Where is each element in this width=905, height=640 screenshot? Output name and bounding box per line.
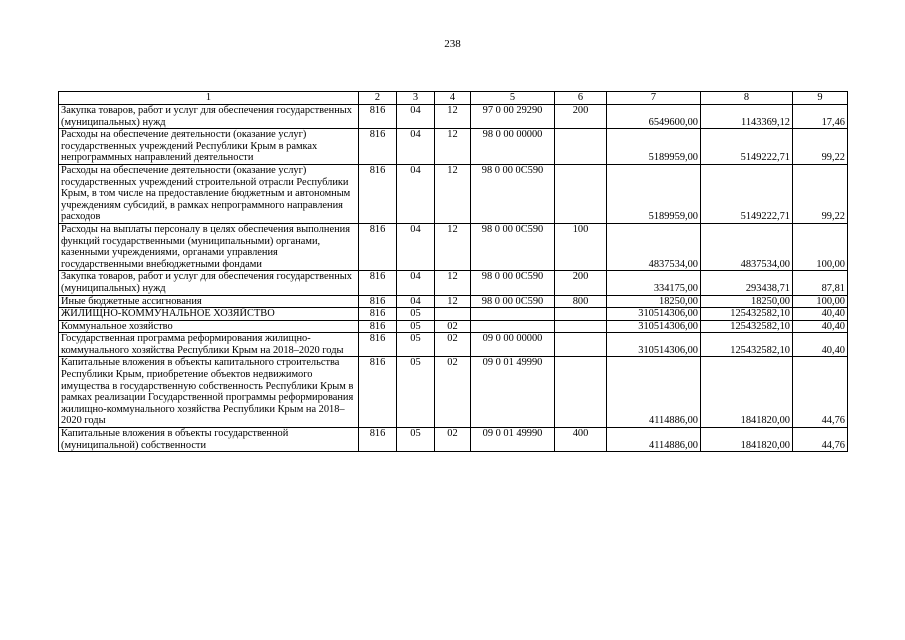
code-ministry: 816 [359,105,397,129]
code-section: 04 [397,105,435,129]
code-target: 09 0 00 00000 [471,333,555,357]
row-name: Государственная программа реформирования жилищно-коммунального хозяйства Республики Крым на 2018–2020 годы [59,333,359,357]
code-expense-type [555,308,607,321]
amount-executed: 4837534,00 [701,223,793,270]
row-name: Капитальные вложения в объекты государственной (муниципальной) собственности [59,428,359,452]
page-number: 238 [444,38,461,50]
amount-executed: 1143369,12 [701,105,793,129]
table-row [59,428,848,452]
code-subsection: 02 [435,428,471,452]
code-ministry: 816 [359,357,397,428]
code-target: 98 0 00 0С590 [471,271,555,295]
column-header: 8 [701,92,793,105]
percent-executed: 99,22 [793,164,848,223]
code-ministry: 816 [359,308,397,321]
amount-planned: 5189959,00 [607,164,701,223]
percent-executed: 100,00 [793,223,848,270]
code-ministry: 816 [359,164,397,223]
header-row [59,92,848,105]
amount-executed: 5149222,71 [701,164,793,223]
row-name: Иные бюджетные ассигнования [59,295,359,308]
code-ministry: 816 [359,129,397,165]
table-row [59,223,848,270]
row-name: Расходы на обеспечение деятельности (оказание услуг) государственных учреждений строительной отрасли Республики Крым, в том числе на предоставление бюджетным и автономным учреждениям субсидий, в рамках непрограммного направления расходов [59,164,359,223]
code-subsection: 12 [435,164,471,223]
code-target [471,308,555,321]
percent-executed: 100,00 [793,295,848,308]
code-section: 05 [397,357,435,428]
code-subsection: 02 [435,357,471,428]
code-subsection: 02 [435,320,471,333]
code-ministry: 816 [359,320,397,333]
code-expense-type: 400 [555,428,607,452]
code-target: 09 0 01 49990 [471,357,555,428]
percent-executed: 44,76 [793,428,848,452]
code-section: 05 [397,333,435,357]
row-name: Закупка товаров, работ и услуг для обеспечения государственных (муниципальных) нужд [59,271,359,295]
column-header: 5 [471,92,555,105]
row-name: Расходы на выплаты персоналу в целях обеспечения выполнения функций государственными (муниципальными) органами, казенными учреждениями, органами управления государственными внебюджетными фондами [59,223,359,270]
percent-executed: 17,46 [793,105,848,129]
code-target: 98 0 00 00000 [471,129,555,165]
column-header: 2 [359,92,397,105]
budget-table [58,91,848,452]
column-header: 1 [59,92,359,105]
amount-planned: 310514306,00 [607,320,701,333]
percent-executed: 44,76 [793,357,848,428]
column-header: 9 [793,92,848,105]
column-header: 6 [555,92,607,105]
code-subsection: 12 [435,271,471,295]
column-header: 3 [397,92,435,105]
code-expense-type: 200 [555,271,607,295]
code-expense-type [555,164,607,223]
code-section: 05 [397,320,435,333]
code-subsection [435,308,471,321]
amount-executed: 125432582,10 [701,333,793,357]
code-expense-type [555,129,607,165]
code-expense-type: 200 [555,105,607,129]
table-row [59,357,848,428]
row-name: Закупка товаров, работ и услуг для обеспечения государственных (муниципальных) нужд [59,105,359,129]
percent-executed: 40,40 [793,333,848,357]
table-row [59,320,848,333]
amount-planned: 4114886,00 [607,357,701,428]
code-expense-type: 800 [555,295,607,308]
table-row [59,164,848,223]
amount-planned: 310514306,00 [607,333,701,357]
code-subsection: 12 [435,129,471,165]
amount-planned: 4837534,00 [607,223,701,270]
code-section: 05 [397,308,435,321]
row-name: Коммунальное хозяйство [59,320,359,333]
percent-executed: 40,40 [793,308,848,321]
code-expense-type [555,357,607,428]
amount-executed: 293438,71 [701,271,793,295]
row-name: Капитальные вложения в объекты капитального строительства Республики Крым, приобретение объектов недвижимого имущества в государственную собственность Республики Крым в рамках реализации Государственной программы реформирования жилищно-коммунального хозяйства Республики Крым на 2018–2020 годы [59,357,359,428]
code-section: 04 [397,129,435,165]
amount-planned: 5189959,00 [607,129,701,165]
percent-executed: 99,22 [793,129,848,165]
table-row [59,271,848,295]
code-target: 09 0 01 49990 [471,428,555,452]
percent-executed: 87,81 [793,271,848,295]
code-target: 98 0 00 0С590 [471,295,555,308]
code-subsection: 12 [435,105,471,129]
code-subsection: 12 [435,223,471,270]
code-ministry: 816 [359,333,397,357]
code-section: 04 [397,295,435,308]
code-section: 04 [397,223,435,270]
amount-executed: 1841820,00 [701,428,793,452]
code-expense-type [555,320,607,333]
amount-executed: 18250,00 [701,295,793,308]
table-row [59,105,848,129]
column-header: 4 [435,92,471,105]
code-target: 97 0 00 29290 [471,105,555,129]
code-ministry: 816 [359,428,397,452]
table-row [59,308,848,321]
code-subsection: 12 [435,295,471,308]
code-expense-type [555,333,607,357]
code-ministry: 816 [359,271,397,295]
amount-planned: 310514306,00 [607,308,701,321]
table-row [59,129,848,165]
amount-planned: 6549600,00 [607,105,701,129]
table-row [59,333,848,357]
column-header: 7 [607,92,701,105]
amount-executed: 5149222,71 [701,129,793,165]
code-expense-type: 100 [555,223,607,270]
amount-planned: 4114886,00 [607,428,701,452]
code-section: 04 [397,271,435,295]
code-section: 05 [397,428,435,452]
amount-executed: 125432582,10 [701,320,793,333]
percent-executed: 40,40 [793,320,848,333]
amount-executed: 125432582,10 [701,308,793,321]
code-ministry: 816 [359,295,397,308]
row-name: ЖИЛИЩНО-КОММУНАЛЬНОЕ ХОЗЯЙСТВО [59,308,359,321]
code-target [471,320,555,333]
code-subsection: 02 [435,333,471,357]
amount-executed: 1841820,00 [701,357,793,428]
code-section: 04 [397,164,435,223]
table-row [59,295,848,308]
code-ministry: 816 [359,223,397,270]
amount-planned: 18250,00 [607,295,701,308]
amount-planned: 334175,00 [607,271,701,295]
code-target: 98 0 00 0С590 [471,164,555,223]
row-name: Расходы на обеспечение деятельности (оказание услуг) государственных учреждений Республики Крым в рамках непрограммных направлений деятельности [59,129,359,165]
code-target: 98 0 00 0С590 [471,223,555,270]
